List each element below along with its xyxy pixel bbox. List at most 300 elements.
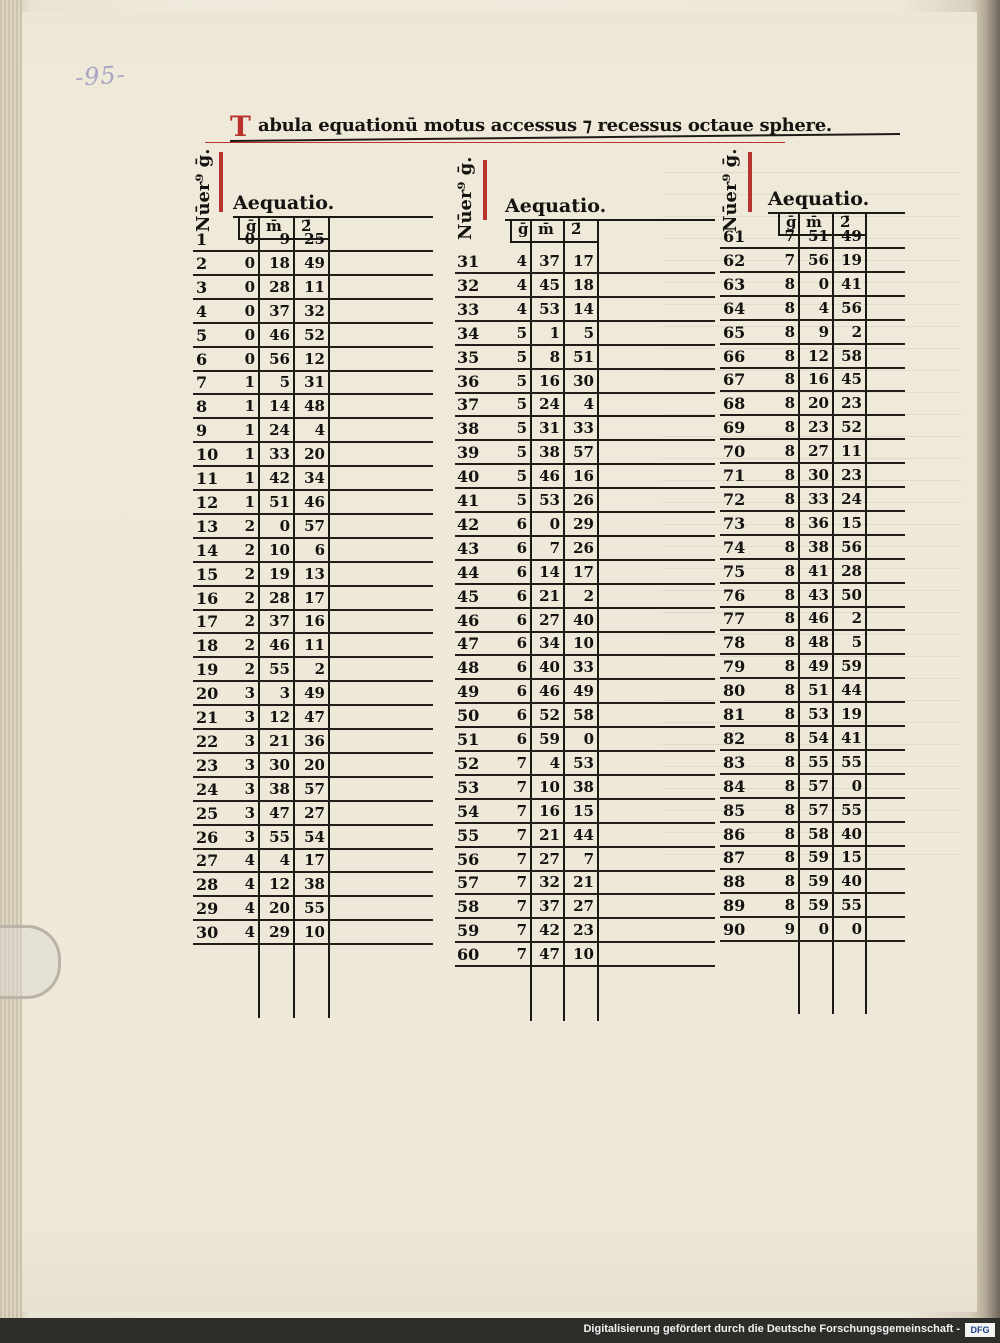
minutes-cell: 32 (539, 873, 560, 892)
row-rule (720, 821, 905, 823)
row-number: 62 (723, 250, 746, 270)
degrees-cell: 0 (244, 253, 255, 272)
minutes-cell: 46 (539, 682, 560, 701)
row-rule (720, 462, 905, 464)
row-rule (455, 726, 715, 728)
row-number: 73 (723, 513, 746, 533)
minutes-cell: 55 (269, 827, 290, 846)
degrees-cell: 8 (784, 848, 795, 867)
table-row (720, 442, 905, 466)
row-rule (193, 370, 433, 372)
row-rule (720, 701, 905, 703)
row-number: 49 (457, 682, 480, 702)
seconds-cell: 30 (573, 371, 594, 390)
minutes-cell: 56 (269, 349, 290, 368)
row-rule (455, 941, 715, 943)
row-number: 9 (196, 421, 208, 441)
row-rule (720, 367, 905, 369)
table-row (455, 778, 715, 802)
row-number: 7 (196, 373, 208, 393)
minutes-cell: 45 (539, 275, 560, 294)
table-row (455, 706, 715, 730)
seconds-cell: 20 (304, 445, 325, 464)
row-number: 38 (457, 419, 480, 439)
row-number: 76 (723, 585, 746, 605)
minutes-cell: 38 (808, 537, 829, 556)
degrees-cell: 8 (784, 489, 795, 508)
degrees-cell: 8 (784, 776, 795, 795)
row-rule (455, 368, 715, 370)
row-number: 46 (457, 610, 480, 630)
degrees-cell: 5 (516, 491, 527, 509)
seconds-cell: 55 (304, 899, 325, 918)
table-row (455, 348, 715, 372)
degrees-cell: 3 (244, 684, 255, 703)
minutes-cell: 57 (808, 776, 829, 795)
degrees-cell: 7 (516, 777, 527, 796)
minutes-cell: 59 (808, 896, 829, 915)
seconds-cell: 4 (583, 395, 594, 414)
row-rule (193, 704, 433, 706)
row-rule (193, 489, 433, 491)
row-rule (720, 916, 905, 918)
seconds-cell: 17 (304, 851, 325, 870)
seconds-cell: 27 (573, 897, 594, 916)
page-stack-edge (0, 0, 22, 1343)
seconds-cell: 38 (573, 777, 594, 796)
numerus-header: Nūer⁹ ḡ. (720, 148, 741, 232)
seconds-cell: 40 (841, 824, 862, 843)
table-row (193, 828, 433, 852)
row-rule (193, 585, 433, 587)
seconds-cell: 49 (304, 253, 325, 272)
table-row (720, 920, 905, 944)
seconds-cell: 38 (304, 875, 325, 894)
table-row (455, 897, 715, 921)
row-rule (455, 846, 715, 848)
degrees-cell: 6 (516, 538, 527, 557)
minutes-cell: 27 (539, 849, 560, 868)
degrees-cell: 3 (244, 708, 255, 726)
degrees-cell: 5 (516, 323, 527, 342)
seconds-cell: 47 (304, 708, 325, 726)
seconds-cell: 32 (304, 301, 325, 320)
row-number: 34 (457, 323, 480, 343)
row-rule (193, 513, 433, 515)
seconds-cell: 58 (841, 346, 862, 365)
degrees-cell: 8 (784, 466, 795, 484)
table-row (455, 682, 715, 706)
row-number: 59 (457, 921, 480, 941)
degrees-cell: 8 (784, 418, 795, 437)
seconds-cell: 44 (841, 681, 862, 700)
seconds-cell: 57 (573, 443, 594, 462)
row-rule (455, 870, 715, 872)
table-row (193, 899, 433, 923)
unit-header-g: ḡ (246, 217, 257, 235)
minutes-cell: 7 (549, 538, 560, 557)
row-rule (193, 895, 433, 897)
seconds-cell: 19 (841, 250, 862, 269)
minutes-cell: 38 (269, 779, 290, 798)
minutes-cell: 46 (269, 636, 290, 655)
row-number: 18 (196, 636, 219, 656)
degrees-cell: 8 (784, 442, 795, 461)
dfg-logo: DFG (965, 1323, 995, 1337)
degrees-cell: 1 (244, 492, 255, 511)
row-number: 77 (723, 609, 746, 629)
table-row (455, 443, 715, 467)
seconds-cell: 13 (304, 564, 325, 583)
row-rule (720, 438, 905, 440)
row-number: 14 (196, 540, 219, 560)
seconds-cell: 25 (304, 230, 325, 248)
unit-rule (510, 241, 597, 243)
seconds-cell: 2 (851, 609, 862, 628)
degrees-cell: 6 (516, 658, 527, 677)
row-rule (455, 798, 715, 800)
degrees-cell: 7 (516, 945, 527, 964)
unit-header-m: m̄ (266, 217, 282, 235)
table-row (455, 945, 715, 969)
row-number: 89 (723, 896, 746, 916)
row-rule (455, 607, 715, 609)
table-row (193, 397, 433, 421)
minutes-cell: 9 (279, 230, 290, 248)
table-row (720, 466, 905, 490)
minutes-cell: 48 (808, 633, 829, 652)
degrees-cell: 3 (244, 827, 255, 846)
seconds-cell: 18 (573, 275, 594, 294)
row-rule (455, 296, 715, 298)
seconds-cell: 53 (573, 753, 594, 772)
table-row (193, 230, 433, 254)
degrees-cell: 8 (784, 370, 795, 389)
table-row (720, 394, 905, 418)
row-rule (193, 561, 433, 563)
minutes-cell: 0 (279, 516, 290, 535)
row-rule (720, 319, 905, 321)
row-rule (720, 390, 905, 392)
minutes-cell: 33 (269, 445, 290, 464)
table-row (455, 491, 715, 515)
row-rule (193, 274, 433, 276)
minutes-cell: 18 (269, 253, 290, 272)
row-number: 69 (723, 418, 746, 438)
unit-header-g: ḡ (786, 213, 797, 231)
seconds-cell: 15 (841, 513, 862, 532)
degrees-cell: 0 (244, 230, 255, 248)
seconds-cell: 57 (304, 779, 325, 798)
row-rule (455, 511, 715, 513)
table-row (720, 347, 905, 371)
row-rule (455, 583, 715, 585)
row-rule (455, 487, 715, 489)
table-row (193, 684, 433, 708)
row-number: 85 (723, 800, 746, 820)
table-row (193, 278, 433, 302)
seconds-cell: 54 (304, 827, 325, 846)
table-row (193, 350, 433, 374)
row-rule (720, 582, 905, 584)
row-number: 4 (196, 301, 208, 321)
row-rule (455, 774, 715, 776)
row-number: 66 (723, 346, 746, 366)
seconds-cell: 31 (304, 373, 325, 392)
table-row (720, 872, 905, 896)
seconds-cell: 40 (573, 610, 594, 629)
row-rule (193, 417, 433, 419)
row-rule (720, 629, 905, 631)
minutes-cell: 29 (269, 923, 290, 942)
table-row (720, 896, 905, 920)
degrees-cell: 3 (244, 803, 255, 822)
seconds-cell: 49 (573, 682, 594, 701)
table-row (720, 753, 905, 777)
row-number: 60 (457, 945, 480, 965)
row-number: 81 (723, 705, 746, 724)
minutes-cell: 5 (279, 373, 290, 392)
row-rule (455, 535, 715, 537)
row-number: 52 (457, 753, 480, 773)
row-number: 56 (457, 849, 480, 869)
seconds-cell: 23 (841, 466, 862, 484)
seconds-cell: 6 (314, 540, 325, 559)
minutes-cell: 8 (549, 347, 560, 366)
degrees-cell: 5 (516, 371, 527, 390)
table-row (455, 873, 715, 897)
degrees-cell: 6 (516, 586, 527, 605)
table-row (720, 609, 905, 633)
degrees-cell: 5 (516, 467, 527, 486)
row-number: 28 (196, 875, 219, 895)
minutes-cell: 59 (808, 872, 829, 891)
row-rule (455, 965, 715, 967)
row-rule (455, 822, 715, 824)
seconds-cell: 17 (573, 562, 594, 581)
degrees-cell: 7 (784, 227, 795, 245)
unit-header-m: m̄ (538, 220, 554, 238)
degrees-cell: 2 (244, 564, 255, 583)
table-row (193, 732, 433, 756)
degrees-cell: 8 (784, 298, 795, 317)
unit-header-s: 2̄ (301, 217, 312, 235)
seconds-cell: 29 (573, 514, 594, 533)
seconds-cell: 10 (573, 634, 594, 653)
row-number: 13 (196, 516, 219, 536)
row-number: 75 (723, 561, 746, 581)
row-rule (455, 392, 715, 394)
table-row (455, 467, 715, 491)
table-row (455, 419, 715, 443)
seconds-cell: 45 (841, 370, 862, 389)
row-number: 90 (723, 920, 746, 940)
table-row (193, 302, 433, 326)
degrees-cell: 1 (244, 373, 255, 392)
minutes-cell: 19 (269, 564, 290, 583)
row-rule (455, 439, 715, 441)
seconds-cell: 33 (573, 658, 594, 677)
aequatio-header: Aequatio. (505, 195, 607, 217)
seconds-cell: 55 (841, 896, 862, 915)
minutes-cell: 21 (539, 586, 560, 605)
row-rule (455, 320, 715, 322)
row-rule (193, 728, 433, 730)
seconds-cell: 14 (573, 299, 594, 318)
minutes-cell: 12 (269, 875, 290, 894)
degrees-cell: 3 (244, 731, 255, 750)
row-number: 3 (196, 277, 208, 297)
seconds-cell: 56 (841, 537, 862, 556)
degrees-cell: 1 (244, 397, 255, 416)
digitization-footer (0, 1318, 1000, 1343)
degrees-cell: 7 (516, 921, 527, 940)
degrees-cell: 4 (516, 299, 527, 318)
degrees-cell: 4 (516, 252, 527, 270)
numerus-header: Nūer⁹ ḡ. (455, 156, 476, 240)
seconds-cell: 52 (304, 325, 325, 344)
row-number: 17 (196, 612, 219, 632)
row-rule (455, 702, 715, 704)
degrees-cell: 8 (784, 274, 795, 293)
row-number: 8 (196, 397, 208, 417)
row-number: 86 (723, 824, 746, 844)
row-number: 55 (457, 825, 480, 845)
seconds-cell: 21 (573, 873, 594, 892)
row-number: 88 (723, 872, 746, 892)
degrees-cell: 8 (784, 705, 795, 723)
row-number: 50 (457, 706, 480, 726)
minutes-cell: 16 (539, 371, 560, 390)
title-red-underline (205, 142, 785, 143)
row-rule (720, 343, 905, 345)
row-number: 63 (723, 274, 746, 294)
table-row (193, 875, 433, 899)
minutes-cell: 34 (539, 634, 560, 653)
minutes-cell: 58 (808, 824, 829, 843)
degrees-cell: 6 (516, 682, 527, 701)
minutes-cell: 21 (539, 825, 560, 844)
seconds-cell: 11 (841, 442, 862, 461)
seconds-cell: 17 (573, 252, 594, 270)
table-row (455, 324, 715, 348)
row-rule (720, 534, 905, 536)
column-divider (510, 221, 512, 241)
table-row (720, 657, 905, 681)
seconds-cell: 52 (841, 418, 862, 437)
row-rule (455, 463, 715, 465)
minutes-cell: 20 (808, 394, 829, 413)
row-number: 74 (723, 537, 746, 557)
row-number: 31 (457, 252, 480, 271)
table-row (720, 801, 905, 825)
seconds-cell: 33 (573, 419, 594, 438)
row-rule (193, 943, 433, 945)
table-row (720, 777, 905, 801)
seconds-cell: 44 (573, 825, 594, 844)
table-row (720, 418, 905, 442)
degrees-cell: 8 (784, 824, 795, 843)
degrees-cell: 6 (516, 730, 527, 748)
row-rule (193, 609, 433, 611)
table-row (193, 589, 433, 613)
row-rule (193, 800, 433, 802)
table-row (193, 756, 433, 780)
title-text: abula equationū motus accessus ⁊ recessus octaue sphere. (258, 115, 832, 136)
seconds-cell: 7 (583, 849, 594, 868)
minutes-cell: 40 (539, 658, 560, 677)
degrees-cell: 1 (244, 445, 255, 464)
row-number: 16 (196, 588, 219, 608)
minutes-cell: 12 (808, 346, 829, 365)
row-number: 2 (196, 253, 208, 273)
minutes-cell: 3 (279, 684, 290, 703)
row-number: 15 (196, 564, 219, 584)
seconds-cell: 57 (304, 516, 325, 535)
table-row (455, 826, 715, 850)
seconds-cell: 56 (841, 298, 862, 317)
minutes-cell: 14 (269, 397, 290, 416)
row-number: 10 (196, 445, 219, 465)
row-rule (720, 606, 905, 608)
table-row (455, 395, 715, 419)
minutes-cell: 43 (808, 585, 829, 604)
degrees-cell: 2 (244, 516, 255, 535)
table-row (193, 612, 433, 636)
unit-header-s: 2̄ (840, 213, 851, 231)
row-number: 19 (196, 660, 219, 680)
table-row (455, 515, 715, 539)
minutes-cell: 56 (808, 250, 829, 269)
table-row (720, 370, 905, 394)
row-number: 23 (196, 755, 219, 775)
table-row (455, 658, 715, 682)
minutes-cell: 52 (539, 706, 560, 725)
row-number: 12 (196, 492, 219, 512)
row-rule (193, 824, 433, 826)
degrees-cell: 0 (244, 301, 255, 320)
table-row (720, 729, 905, 753)
table-row (455, 300, 715, 324)
table-row (193, 541, 433, 565)
row-number: 41 (457, 491, 480, 510)
seconds-cell: 11 (304, 277, 325, 296)
degrees-cell: 6 (516, 562, 527, 581)
row-rule (455, 893, 715, 895)
degrees-cell: 2 (244, 588, 255, 607)
seconds-cell: 49 (304, 684, 325, 703)
seconds-cell: 23 (573, 921, 594, 940)
row-rule (193, 776, 433, 778)
row-number: 26 (196, 827, 219, 847)
minutes-cell: 27 (539, 610, 560, 629)
degrees-cell: 8 (784, 752, 795, 771)
degrees-cell: 5 (516, 395, 527, 414)
minutes-cell: 21 (269, 731, 290, 750)
table-row (193, 421, 433, 445)
folio-number: -95- (74, 60, 127, 92)
minutes-cell: 10 (269, 540, 290, 559)
row-rule (193, 848, 433, 850)
degrees-cell: 1 (244, 421, 255, 440)
degrees-cell: 7 (516, 873, 527, 892)
row-number: 40 (457, 467, 480, 487)
table-row (193, 660, 433, 684)
degrees-cell: 2 (244, 660, 255, 679)
row-rule (720, 295, 905, 297)
seconds-cell: 46 (304, 492, 325, 511)
row-rule (193, 250, 433, 252)
